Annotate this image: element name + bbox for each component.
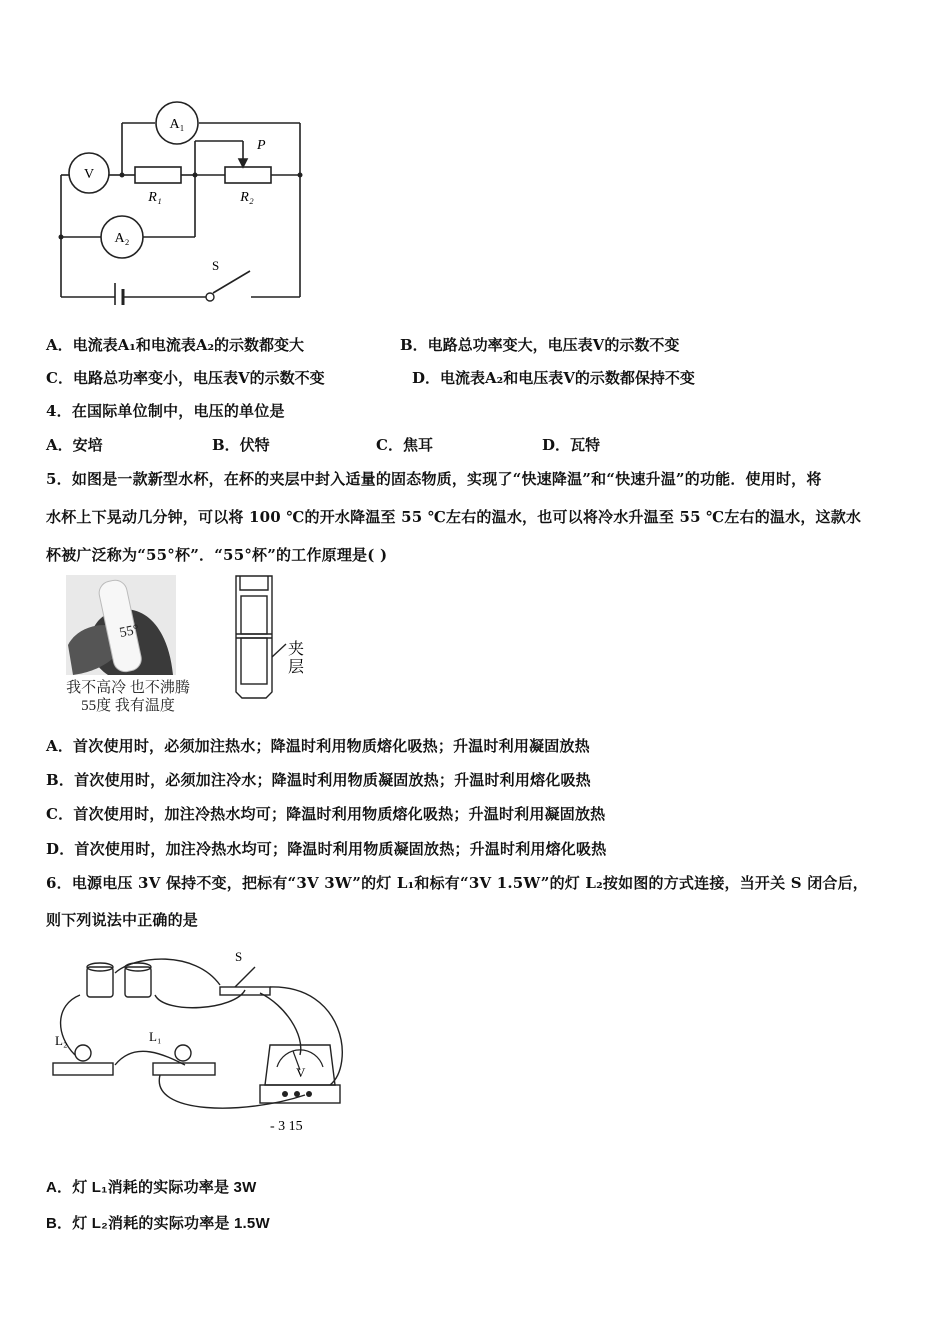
label-s: S xyxy=(212,258,220,273)
q5-option-d: D．首次使用时，加注冷热水均可；降温时利用物质凝固放热；升温时利用熔化吸热 xyxy=(46,840,607,858)
resistor-r2 xyxy=(225,167,271,183)
resistor-r1 xyxy=(135,167,181,183)
q5-option-a: A．首次使用时，必须加注热水；降温时利用物质熔化吸热；升温时利用凝固放热 xyxy=(46,737,590,755)
photo-caption-1: 我不高冷 也不沸腾 xyxy=(66,680,190,696)
label-ceng: 层 xyxy=(288,659,305,676)
q4-option-d: D．瓦特 xyxy=(542,436,601,454)
q5-line-1: 5．如图是一款新型水杯，在杯的夹层中封入适量的固态物质，实现了“快速降温”和“快速升温”的功能．使用时，将 xyxy=(46,470,822,488)
label-terminals: - 3 15 xyxy=(270,1119,303,1134)
cup-55-label: 55° xyxy=(118,622,141,642)
cup-photo xyxy=(48,575,208,715)
q5-option-c: C．首次使用时，加注冷热水均可；降温时利用物质熔化吸热；升温时利用凝固放热 xyxy=(46,805,606,823)
label-l2: L₂ xyxy=(55,1033,68,1048)
q6-option-b: B．灯 L₂消耗的实际功率是 1.5W xyxy=(46,1215,270,1232)
circuit-diagram-q3 xyxy=(55,95,315,305)
label-a2: A₂ xyxy=(114,231,130,246)
q4-stem: 4．在国际单位制中，电压的单位是 xyxy=(46,402,285,420)
q5-line-2: 水杯上下晃动几分钟，可以将 100 ℃的开水降温至 55 ℃左右的温水，也可以将冷水升温至 55 ℃左右的温水，这款水 xyxy=(46,508,862,526)
q3-option-b: B．电路总功率变大，电压表V的示数不变 xyxy=(400,336,680,354)
label-jia: 夹 xyxy=(288,641,305,658)
q4-option-a: A．安培 xyxy=(46,436,103,454)
q6-line-1: 6．电源电压 3V 保持不变，把标有“3V 3W”的灯 L₁和标有“3V 1.5W”的灯 L₂按如图的方式连接，当开关 S 闭合后， xyxy=(46,874,869,892)
cup-cross-section xyxy=(228,572,318,702)
q5-line-3: 杯被广泛称为“55°杯”．“55°杯”的工作原理是( ) xyxy=(46,546,388,564)
label-p: P xyxy=(257,138,266,153)
q5-option-b: B．首次使用时，必须加注冷水；降温时利用物质凝固放热；升温时利用熔化吸热 xyxy=(46,771,591,789)
label-switch-s: S xyxy=(235,949,243,964)
circuit-diagram-q6 xyxy=(45,945,365,1140)
q4-option-b: B．伏特 xyxy=(212,436,270,454)
label-r1: R₁ xyxy=(148,190,162,205)
photo-caption-2: 55度 我有温度 xyxy=(81,698,175,714)
label-v: V xyxy=(83,167,95,182)
label-voltmeter: V xyxy=(296,1065,306,1080)
q6-option-a: A．灯 L₁消耗的实际功率是 3W xyxy=(46,1179,257,1196)
q6-line-2: 则下列说法中正确的是 xyxy=(46,911,199,929)
q4-option-c: C．焦耳 xyxy=(376,436,433,454)
q3-option-d: D．电流表A₂和电压表V的示数都保持不变 xyxy=(412,369,695,387)
label-l1: L₁ xyxy=(149,1029,162,1044)
q3-option-c: C．电路总功率变小，电压表V的示数不变 xyxy=(46,369,325,387)
label-r2: R₂ xyxy=(240,190,254,205)
q3-option-a: A．电流表A₁和电流表A₂的示数都变大 xyxy=(46,336,305,354)
label-a1: A₁ xyxy=(169,117,185,132)
